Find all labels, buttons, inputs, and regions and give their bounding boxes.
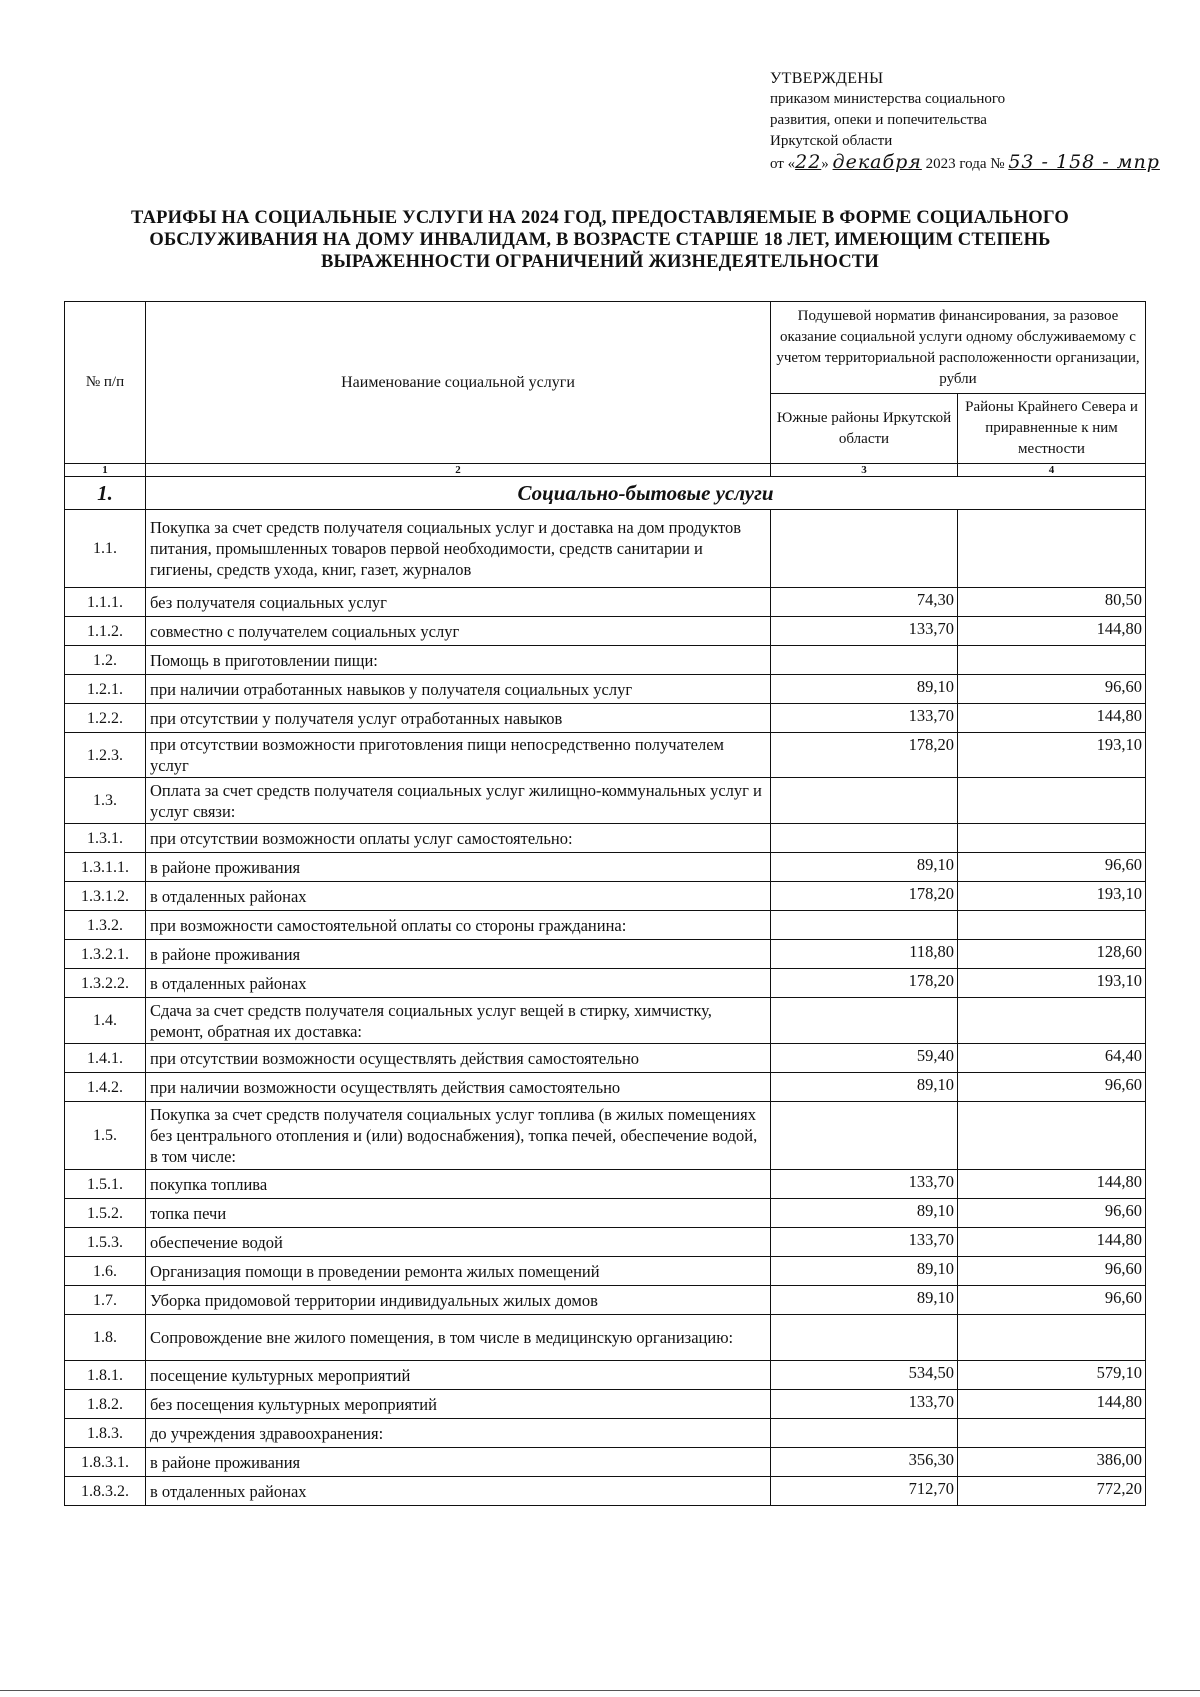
row-number: 1.3.2.1. [65,940,146,969]
row-value-south [771,1315,958,1361]
row-value-south [771,778,958,824]
section-name: Социально-бытовые услуги [146,477,1146,510]
table-row [65,911,1146,940]
table-row [65,940,1146,969]
table-row [65,510,1146,588]
row-value-south: 133,70 [771,617,958,646]
row-number: 1.3.1.2. [65,882,146,911]
row-number: 1.8.3.1. [65,1448,146,1477]
table-row [65,1102,1146,1170]
row-value-north: 193,10 [958,969,1146,998]
row-number: 1.8.1. [65,1361,146,1390]
row-number: 1.4. [65,998,146,1044]
table-row [65,1419,1146,1448]
row-number: 1.5. [65,1102,146,1170]
row-value-north: 144,80 [958,617,1146,646]
row-number: 1.8.2. [65,1390,146,1419]
row-service-name: без посещения культурных мероприятий [146,1390,771,1419]
row-number: 1.3.2. [65,911,146,940]
row-value-north [958,1419,1146,1448]
row-value-south: 89,10 [771,853,958,882]
row-value-north: 96,60 [958,1199,1146,1228]
row-number: 1.8.3.2. [65,1477,146,1506]
row-value-north: 80,50 [958,588,1146,617]
row-value-south: 712,70 [771,1477,958,1506]
row-service-name: Оплата за счет средств получателя социальных услуг жилищно-коммунальных услуг и услуг связи: [146,778,771,824]
date-year: 2023 года № [925,156,1005,172]
row-service-name: Сопровождение вне жилого помещения, в том числе в медицинскую организацию: [146,1315,771,1361]
row-value-north [958,778,1146,824]
row-value-south: 89,10 [771,1257,958,1286]
date-month: декабря [832,151,922,173]
row-value-north: 64,40 [958,1044,1146,1073]
header-num: № п/п [65,302,146,464]
table-row [65,778,1146,824]
row-value-north: 144,80 [958,1390,1146,1419]
row-value-south: 118,80 [771,940,958,969]
row-service-name: в отдаленных районах [146,882,771,911]
row-number: 1.3.2.2. [65,969,146,998]
row-number: 1.3. [65,778,146,824]
row-value-north: 96,60 [958,1073,1146,1102]
table-row [65,675,1146,704]
row-value-south: 133,70 [771,704,958,733]
row-service-name: в отдаленных районах [146,1477,771,1506]
table-row [65,1257,1146,1286]
row-service-name: совместно с получателем социальных услуг [146,617,771,646]
row-value-north: 96,60 [958,675,1146,704]
header-south: Южные районы Иркутской области [771,394,958,464]
table-row [65,1477,1146,1506]
table-row [65,1286,1146,1315]
row-number: 1.5.1. [65,1170,146,1199]
table-row [65,1073,1146,1102]
row-number: 1.6. [65,1257,146,1286]
row-service-name: до учреждения здравоохранения: [146,1419,771,1448]
row-number: 1.1.1. [65,588,146,617]
row-value-south: 178,20 [771,882,958,911]
row-value-south: 133,70 [771,1170,958,1199]
row-service-name: Уборка придомовой территории индивидуальных жилых домов [146,1286,771,1315]
index-cell: 1 [65,464,146,477]
table-row [65,1361,1146,1390]
row-value-south: 74,30 [771,588,958,617]
approval-block [770,68,1160,175]
row-value-south: 89,10 [771,675,958,704]
row-number: 1.5.3. [65,1228,146,1257]
section-num: 1. [65,477,146,510]
row-number: 1.2.2. [65,704,146,733]
row-value-north [958,1315,1146,1361]
row-value-north: 772,20 [958,1477,1146,1506]
header-norm: Подушевой норматив финансирования, за разовое оказание социальной услуги одному обслуживаемому с учетом территориальной расположенности организации, рубли [771,302,1146,394]
table-row [65,1199,1146,1228]
approval-heading: УТВЕРЖДЕНЫ [770,70,884,87]
row-value-north: 96,60 [958,1286,1146,1315]
row-service-name: при наличии возможности осуществлять действия самостоятельно [146,1073,771,1102]
row-number: 1.2.3. [65,733,146,778]
table-row [65,882,1146,911]
section-row [65,477,1146,510]
row-number: 1.4.1. [65,1044,146,1073]
row-value-south: 178,20 [771,733,958,778]
row-value-north: 96,60 [958,853,1146,882]
table-row [65,1390,1146,1419]
row-service-name: Покупка за счет средств получателя социальных услуг и доставка на дом продуктов питания, промышленных товаров первой необходимости, средств санитарии и гигиены, средств ухода, книг, газет, журналов [146,510,771,588]
table-row [65,853,1146,882]
header-name: Наименование социальной услуги [146,302,771,464]
table-row [65,733,1146,778]
table-row [65,1228,1146,1257]
tariff-table [64,301,1146,1506]
row-number: 1.5.2. [65,1199,146,1228]
page-edge-line [0,1690,1200,1691]
row-value-north [958,998,1146,1044]
row-value-south: 178,20 [771,969,958,998]
row-service-name: в отдаленных районах [146,969,771,998]
row-number: 1.2.1. [65,675,146,704]
row-value-south [771,1419,958,1448]
row-number: 1.2. [65,646,146,675]
row-number: 1.8.3. [65,1419,146,1448]
row-service-name: Покупка за счет средств получателя социальных услуг топлива (в жилых помещениях без центрального отопления и (или) водоснабжения), топка печей, обеспечение водой, в том числе: [146,1102,771,1170]
row-service-name: Сдача за счет средств получателя социальных услуг вещей в стирку, химчистку, ремонт, обратная их доставка: [146,998,771,1044]
table-row [65,617,1146,646]
approval-line-2: развития, опеки и попечительства [770,112,987,128]
row-service-name: обеспечение водой [146,1228,771,1257]
index-cell: 2 [146,464,771,477]
row-value-north: 193,10 [958,733,1146,778]
document-title: ТАРИФЫ НА СОЦИАЛЬНЫЕ УСЛУГИ НА 2024 ГОД, ПРЕДОСТАВЛЯЕМЫЕ В ФОРМЕ СОЦИАЛЬНОГО ОБСЛУЖИВАНИЯ НА ДОМУ ИНВАЛИДАМ, В ВОЗРАСТЕ СТАРШЕ 18 ЛЕТ, ИМЕЮЩИМ СТЕПЕНЬ ВЫРАЖЕННОСТИ ОГРАНИЧЕНИЙ ЖИЗНЕДЕЯТЕЛЬНОСТИ [131,208,1069,272]
approval-line-3: Иркутской области [770,133,893,149]
row-value-north: 386,00 [958,1448,1146,1477]
row-value-north [958,510,1146,588]
row-service-name: Помощь в приготовлении пищи: [146,646,771,675]
table-row [65,969,1146,998]
row-service-name: при возможности самостоятельной оплаты со стороны гражданина: [146,911,771,940]
row-number: 1.8. [65,1315,146,1361]
date-mid: » [821,156,829,172]
row-value-south [771,824,958,853]
row-service-name: при отсутствии возможности осуществлять действия самостоятельно [146,1044,771,1073]
row-value-north [958,1102,1146,1170]
row-value-north: 193,10 [958,882,1146,911]
table-row [65,646,1146,675]
row-value-north: 144,80 [958,1228,1146,1257]
table-row [65,1044,1146,1073]
row-number: 1.7. [65,1286,146,1315]
row-service-name: в районе проживания [146,940,771,969]
row-service-name: при наличии отработанных навыков у получателя социальных услуг [146,675,771,704]
table-row [65,824,1146,853]
row-service-name: покупка топлива [146,1170,771,1199]
row-number: 1.3.1. [65,824,146,853]
row-service-name: в районе проживания [146,853,771,882]
row-value-south: 356,30 [771,1448,958,1477]
approval-line-1: приказом министерства социального [770,91,1006,107]
row-value-south: 534,50 [771,1361,958,1390]
row-value-south [771,998,958,1044]
row-service-name: при отсутствии у получателя услуг отработанных навыков [146,704,771,733]
index-cell: 4 [958,464,1146,477]
row-value-south: 89,10 [771,1199,958,1228]
row-value-south: 89,10 [771,1286,958,1315]
row-number: 1.1. [65,510,146,588]
row-value-north: 579,10 [958,1361,1146,1390]
row-value-south: 133,70 [771,1390,958,1419]
date-day: 22 [795,151,822,173]
row-number: 1.4.2. [65,1073,146,1102]
row-value-north [958,646,1146,675]
row-value-north: 144,80 [958,704,1146,733]
row-value-south: 89,10 [771,1073,958,1102]
row-number: 1.1.2. [65,617,146,646]
row-value-south: 133,70 [771,1228,958,1257]
table-row [65,1170,1146,1199]
approval-date-line [770,152,1160,175]
row-service-name: Организация помощи в проведении ремонта жилых помещений [146,1257,771,1286]
row-value-north: 96,60 [958,1257,1146,1286]
row-value-south [771,1102,958,1170]
row-service-name: топка печи [146,1199,771,1228]
table-row [65,998,1146,1044]
row-value-north: 144,80 [958,1170,1146,1199]
row-value-south [771,510,958,588]
row-service-name: посещение культурных мероприятий [146,1361,771,1390]
row-value-north [958,911,1146,940]
row-value-south [771,646,958,675]
table-row [65,704,1146,733]
index-cell: 3 [771,464,958,477]
row-service-name: при отсутствии возможности приготовления пищи непосредственно получателем услуг [146,733,771,778]
row-number: 1.3.1.1. [65,853,146,882]
row-service-name: в районе проживания [146,1448,771,1477]
row-value-south [771,911,958,940]
table-row [65,588,1146,617]
row-value-north: 128,60 [958,940,1146,969]
date-prefix: от « [770,156,796,172]
table-row [65,1315,1146,1361]
row-value-south: 59,40 [771,1044,958,1073]
header-north: Районы Крайнего Севера и приравненные к ним местности [958,394,1146,464]
row-service-name: без получателя социальных услуг [146,588,771,617]
row-value-north [958,824,1146,853]
table-row [65,1448,1146,1477]
document-number: 53 - 158 - мпр [1008,151,1160,173]
row-service-name: при отсутствии возможности оплаты услуг самостоятельно: [146,824,771,853]
